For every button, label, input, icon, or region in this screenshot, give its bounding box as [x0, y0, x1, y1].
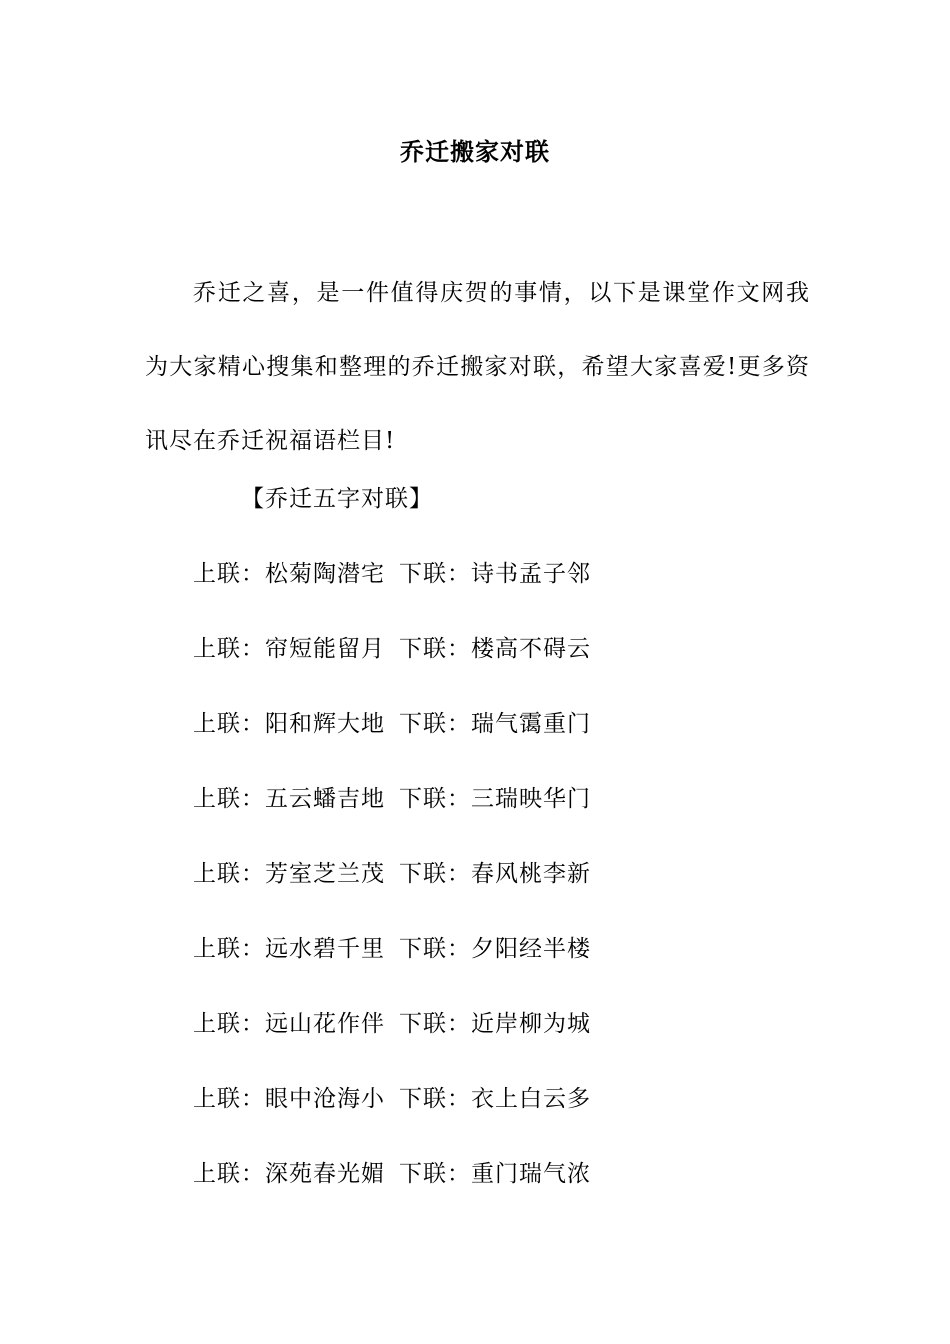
upper-label: 上联：	[193, 561, 265, 587]
upper-line: 帘短能留月	[265, 636, 385, 662]
upper-label: 上联：	[193, 1011, 265, 1037]
lower-label: 下联：	[399, 1086, 471, 1112]
lower-label: 下联：	[399, 861, 471, 887]
couplet-row	[193, 932, 793, 1007]
lower-line: 楼高不碍云	[471, 636, 591, 662]
lower-line: 三瑞映华门	[471, 786, 591, 812]
lower-line: 诗书孟子邻	[471, 561, 591, 587]
lower-label: 下联：	[399, 786, 471, 812]
couplet-row	[193, 707, 793, 782]
upper-label: 上联：	[193, 861, 265, 887]
lower-label: 下联：	[399, 1011, 471, 1037]
upper-line: 松菊陶潜宅	[265, 561, 385, 587]
upper-label: 上联：	[193, 1086, 265, 1112]
upper-line: 芳室芝兰茂	[265, 861, 385, 887]
lower-label: 下联：	[399, 936, 471, 962]
upper-line: 五云蟠吉地	[265, 786, 385, 812]
lower-label: 下联：	[399, 711, 471, 737]
couplet-row	[193, 632, 793, 707]
upper-line: 远水碧千里	[265, 936, 385, 962]
upper-line: 眼中沧海小	[265, 1086, 385, 1112]
couplet-row	[193, 557, 793, 632]
couplet-list	[193, 557, 793, 1232]
lower-line: 瑞气霭重门	[471, 711, 591, 737]
document-title: 乔迁搬家对联	[400, 137, 550, 166]
lower-line: 春风桃李新	[471, 861, 591, 887]
lower-label: 下联：	[399, 1161, 471, 1187]
intro-paragraph: 乔迁之喜，是一件值得庆贺的事情，以下是课堂作文网我为大家精心搜集和整理的乔迁搬家对联，希望大家喜爱!更多资讯尽在乔迁祝福语栏目!	[145, 280, 810, 454]
lower-label: 下联：	[399, 561, 471, 587]
section-heading: 【乔迁五字对联】	[241, 486, 433, 512]
couplet-row	[193, 857, 793, 932]
lower-line: 衣上白云多	[471, 1086, 591, 1112]
couplet-row	[193, 1157, 793, 1232]
upper-label: 上联：	[193, 1161, 265, 1187]
upper-line: 阳和辉大地	[265, 711, 385, 737]
upper-label: 上联：	[193, 936, 265, 962]
lower-line: 夕阳经半楼	[471, 936, 591, 962]
couplet-row	[193, 1082, 793, 1157]
upper-label: 上联：	[193, 636, 265, 662]
upper-line: 深苑春光媚	[265, 1161, 385, 1187]
lower-line: 近岸柳为城	[471, 1011, 591, 1037]
lower-label: 下联：	[399, 636, 471, 662]
lower-line: 重门瑞气浓	[471, 1161, 591, 1187]
upper-line: 远山花作伴	[265, 1011, 385, 1037]
couplet-row	[193, 782, 793, 857]
upper-label: 上联：	[193, 786, 265, 812]
upper-label: 上联：	[193, 711, 265, 737]
couplet-row	[193, 1007, 793, 1082]
